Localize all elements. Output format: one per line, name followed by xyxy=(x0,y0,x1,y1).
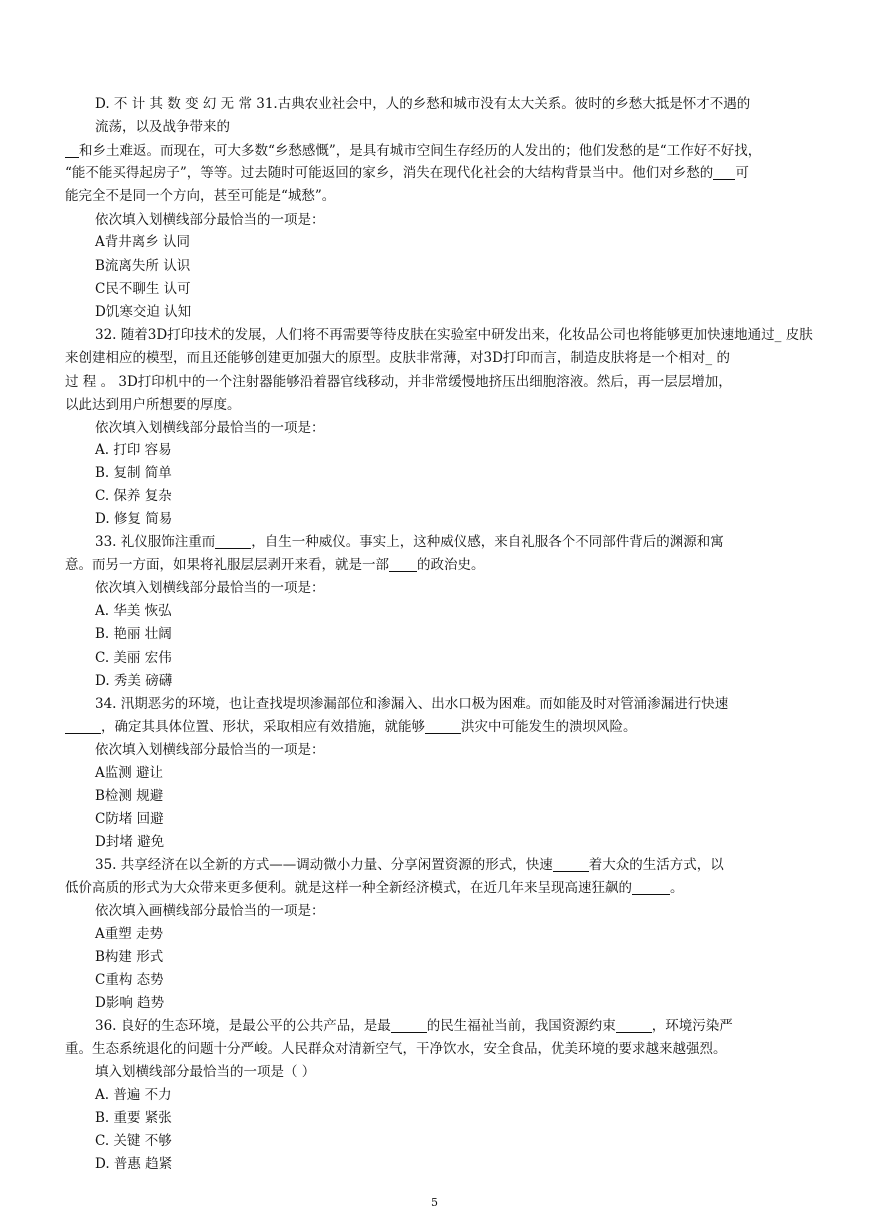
q34-line2-wrap xyxy=(65,717,637,737)
q36-option-d: D. 普惠 趋紧 xyxy=(95,1156,173,1172)
q31-line1: D. 不 计 其 数 变 幻 无 常 31.古典农业社会中，人的乡愁和城市没有太大关系。彼时的乡愁大抵是怀才不遇的 xyxy=(95,96,751,112)
q35-line1b: 着大众的生活方式，以 xyxy=(588,857,724,873)
q36-line1a: 36. 良好的生态环境，是最公平的公共产品，是最 xyxy=(95,1018,391,1034)
q31-line3: 和乡土难返。而现在，可大多数“乡愁感慨”，是具有城市空间生存经历的人发出的；他们发愁的是“工作好不好找， xyxy=(79,143,762,159)
q31-line2: 流荡，以及战争带来的 xyxy=(95,119,230,135)
q36-option-c: C. 关键 不够 xyxy=(95,1133,172,1149)
q31-prompt: 依次填入划横线部分最恰当的一项是： xyxy=(95,212,325,228)
q35-line1a: 35. 共享经济在以全新的方式——调动微小力量、分享闲置资源的形式，快速 xyxy=(95,857,553,873)
q36-option-b: B. 重要 紧张 xyxy=(95,1110,172,1126)
q35-prompt: 依次填入画横线部分最恰当的一项是： xyxy=(95,903,325,919)
fill-blank xyxy=(553,857,589,872)
q32-prompt: 依次填入划横线部分最恰当的一项是： xyxy=(95,420,325,436)
q33-line2a: 意。而另一方面，如果将礼服层层剥开来看，就是一部 xyxy=(65,557,389,573)
q34-option-c: C防堵 回避 xyxy=(95,811,164,827)
q35-option-d: D影响 趋势 xyxy=(95,995,165,1011)
q36-line1-wrap xyxy=(95,1016,733,1036)
q35-option-a: A重塑 走势 xyxy=(95,926,164,942)
q33-option-b: B. 艳丽 壮阔 xyxy=(95,626,172,642)
fill-blank xyxy=(616,1018,652,1033)
page-number: 5 xyxy=(431,1196,438,1209)
q33-line2b: 的政治史。 xyxy=(417,557,485,573)
q36-prompt: 填入划横线部分最恰当的一项是（ ） xyxy=(95,1064,316,1080)
q32-option-b: B. 复制 简单 xyxy=(95,465,172,481)
fill-blank xyxy=(632,880,670,895)
q32-option-a: A. 打印 容易 xyxy=(95,442,172,458)
q35-option-b: B构建 形式 xyxy=(95,949,164,965)
q32-option-d: D. 修复 简易 xyxy=(95,511,173,527)
q33-option-c: C. 美丽 宏伟 xyxy=(95,650,172,666)
q31-line4b: 可 xyxy=(735,165,749,181)
q33-option-d: D. 秀美 磅礴 xyxy=(95,673,173,689)
q34-option-b: B检测 规避 xyxy=(95,788,164,804)
q32-line1: 32. 随着3D打印技术的发展，人们将不再需要等待皮肤在实验室中研发出来，化妆品公司也将能够更加快速地通过_ 皮肤 xyxy=(95,327,813,343)
fill-blank xyxy=(215,534,251,549)
q31-option-d: D饥寒交迫 认知 xyxy=(95,304,192,320)
q33-line1b: ，自生一种威仪。事实上，这种威仪感，来自礼服各个不同部件背后的渊源和寓 xyxy=(251,534,724,550)
q35-line2b: 。 xyxy=(670,880,684,896)
q32-line2: 来创建相应的模型，而且还能够创建更加强大的原型。皮肤非常薄，对3D打印而言，制造皮肤将是一个相对_ 的 xyxy=(65,350,730,366)
q34-prompt: 依次填入划横线部分最恰当的一项是： xyxy=(95,742,325,758)
q36-line2: 重。生态系统退化的问题十分严峻。人民群众对清新空气，干净饮水，安全食品，优美环境的要求越来越强烈。 xyxy=(65,1041,727,1057)
q32-line4: 以此达到用户所想要的厚度。 xyxy=(65,397,241,413)
q35-line2a: 低价高质的形式为大众带来更多便利。就是这样一种全新经济模式，在近几年来呈现高速狂飙的 xyxy=(65,880,632,896)
q35-line2-wrap xyxy=(65,878,684,898)
q32-option-c: C. 保养 复杂 xyxy=(95,488,172,504)
q34-option-a: A监测 避让 xyxy=(95,765,164,781)
q31-line4: “能不能买得起房子”，等等。过去随时可能返回的家乡，消失在现代化社会的大结构背景当中。他们对乡愁的 xyxy=(65,165,714,181)
q31-option-c: C民不聊生 认可 xyxy=(95,281,191,297)
q35-option-c: C重构 态势 xyxy=(95,972,164,988)
q33-option-a: A. 华美 恢弘 xyxy=(95,603,172,619)
fill-blank xyxy=(65,143,79,158)
q34-line1: 34. 汛期恶劣的环境，也让查找堤坝渗漏部位和渗漏入、出水口极为困难。而如能及时对管涌渗漏进行快速 xyxy=(95,696,729,712)
q34-line2a: ，确定其具体位置、形状，采取相应有效措施，就能够 xyxy=(101,719,425,735)
q34-option-d: D封堵 避免 xyxy=(95,834,165,850)
fill-blank xyxy=(65,719,101,734)
q31-option-a: A背井离乡 认同 xyxy=(95,234,191,250)
q33-prompt: 依次填入划横线部分最恰当的一项是： xyxy=(95,580,325,596)
fill-blank xyxy=(391,1018,427,1033)
q33-line1a: 33. 礼仪服饰注重而 xyxy=(95,534,216,550)
q34-line2b: 洪灾中可能发生的溃坝风险。 xyxy=(461,719,637,735)
q33-line2-wrap xyxy=(65,555,485,575)
q36-line1b: 的民生福祉当前，我国资源约束 xyxy=(426,1018,616,1034)
q35-line1-wrap xyxy=(95,855,724,875)
q31-option-b: B流离失所 认识 xyxy=(95,258,191,274)
q36-option-a: A. 普遍 不力 xyxy=(95,1087,172,1103)
q31-line5: 能完全不是同一个方向，甚至可能是“城愁”。 xyxy=(65,188,336,204)
q33-line1-wrap xyxy=(95,532,724,552)
fill-blank xyxy=(713,165,735,180)
q31-line4-wrap xyxy=(65,163,749,183)
q36-line1c: ，环境污染严 xyxy=(651,1018,733,1034)
fill-blank xyxy=(389,557,417,572)
q31-line3-wrap xyxy=(65,141,761,161)
q32-line3: 过 程 。 3D打印机中的一个注射器能够沿着器官线移动，并非常缓慢地挤压出细胞溶液。然后，再一层层增加， xyxy=(65,374,732,390)
fill-blank xyxy=(425,719,461,734)
